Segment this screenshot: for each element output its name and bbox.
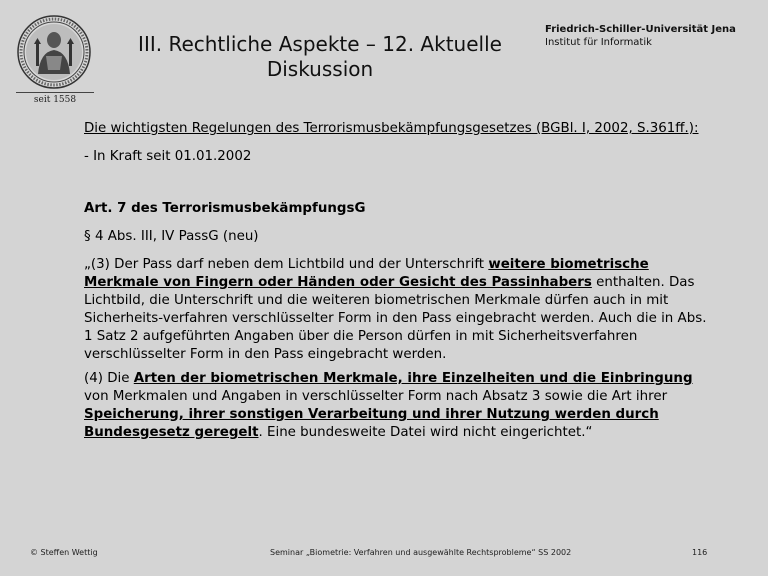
footer-seminar: Seminar „Biometrie: Verfahren und ausgewählte Rechtsprobleme“ SS 2002 (270, 548, 572, 557)
paragraph-3-text-c: enthalten. Das Lichtbild, die Unterschrift und die weiteren biometrischen Merkmale dürfen auch in mit Sicherheits-verfahren verschlüsselter Form in den Pass eingebracht werden. Auch die in Abs. 1 Satz 2 aufgeführten Angaben über die Person dürfen in mit Sicherheitsverfahren verschlüsselter Form in den Pass eingebracht werden. (84, 275, 707, 362)
footer-page-number: 116 (692, 548, 708, 557)
paragraph-3 (84, 256, 716, 364)
slide-content (84, 120, 716, 442)
title-line-2: Diskussion (266, 57, 374, 81)
paragraph-4-emphasis-1: Arten der biometrischen Merkmale, ihre Einzelheiten und die Einbringung (133, 371, 693, 386)
institution-block (545, 23, 736, 49)
paragraph-4-text-c: von Merkmalen und Angaben in verschlüsselter Form nach Absatz 3 sowie die Art ihrer (84, 389, 668, 404)
paragraph-3-text-a: „(3) Der Pass darf neben dem Lichtbild und der Unterschrift (84, 257, 489, 272)
seal-divider (16, 92, 94, 93)
paragraph-4-text-a: (4) Die (84, 371, 134, 386)
university-name: Friedrich-Schiller-Universität Jena (545, 24, 736, 35)
paragraph-4-emphasis-2: Speicherung, ihrer sonstigen Verarbeitung und ihrer Nutzung werden durch Bundesgesetz geregelt (84, 407, 659, 440)
article-heading: Art. 7 des TerrorismusbekämpfungsG (84, 201, 366, 216)
paragraph-4-text-e: . Eine bundesweite Datei wird nicht eingerichtet.“ (258, 425, 593, 440)
in-force-line: - In Kraft seit 01.01.2002 (84, 149, 252, 164)
paragraph-3-emphasis: weitere biometrische Merkmale von Fingern oder Händen oder Gesicht des Passinhabers (84, 257, 649, 290)
page-title (120, 32, 520, 82)
content-heading: Die wichtigsten Regelungen des Terrorismusbekämpfungsgesetzes (BGBl. I, 2002, S.361ff.): (84, 121, 699, 136)
title-line-1: III. Rechtliche Aspekte – 12. Aktuelle (138, 32, 502, 56)
paragraph-reference: § 4 Abs. III, IV PassG (neu) (84, 229, 259, 244)
university-seal-icon (16, 14, 92, 90)
institute-name: Institut für Informatik (545, 37, 652, 48)
seal-caption: seit 1558 (33, 95, 77, 105)
paragraph-4 (84, 370, 716, 442)
footer-author: © Steffen Wettig (30, 548, 98, 557)
